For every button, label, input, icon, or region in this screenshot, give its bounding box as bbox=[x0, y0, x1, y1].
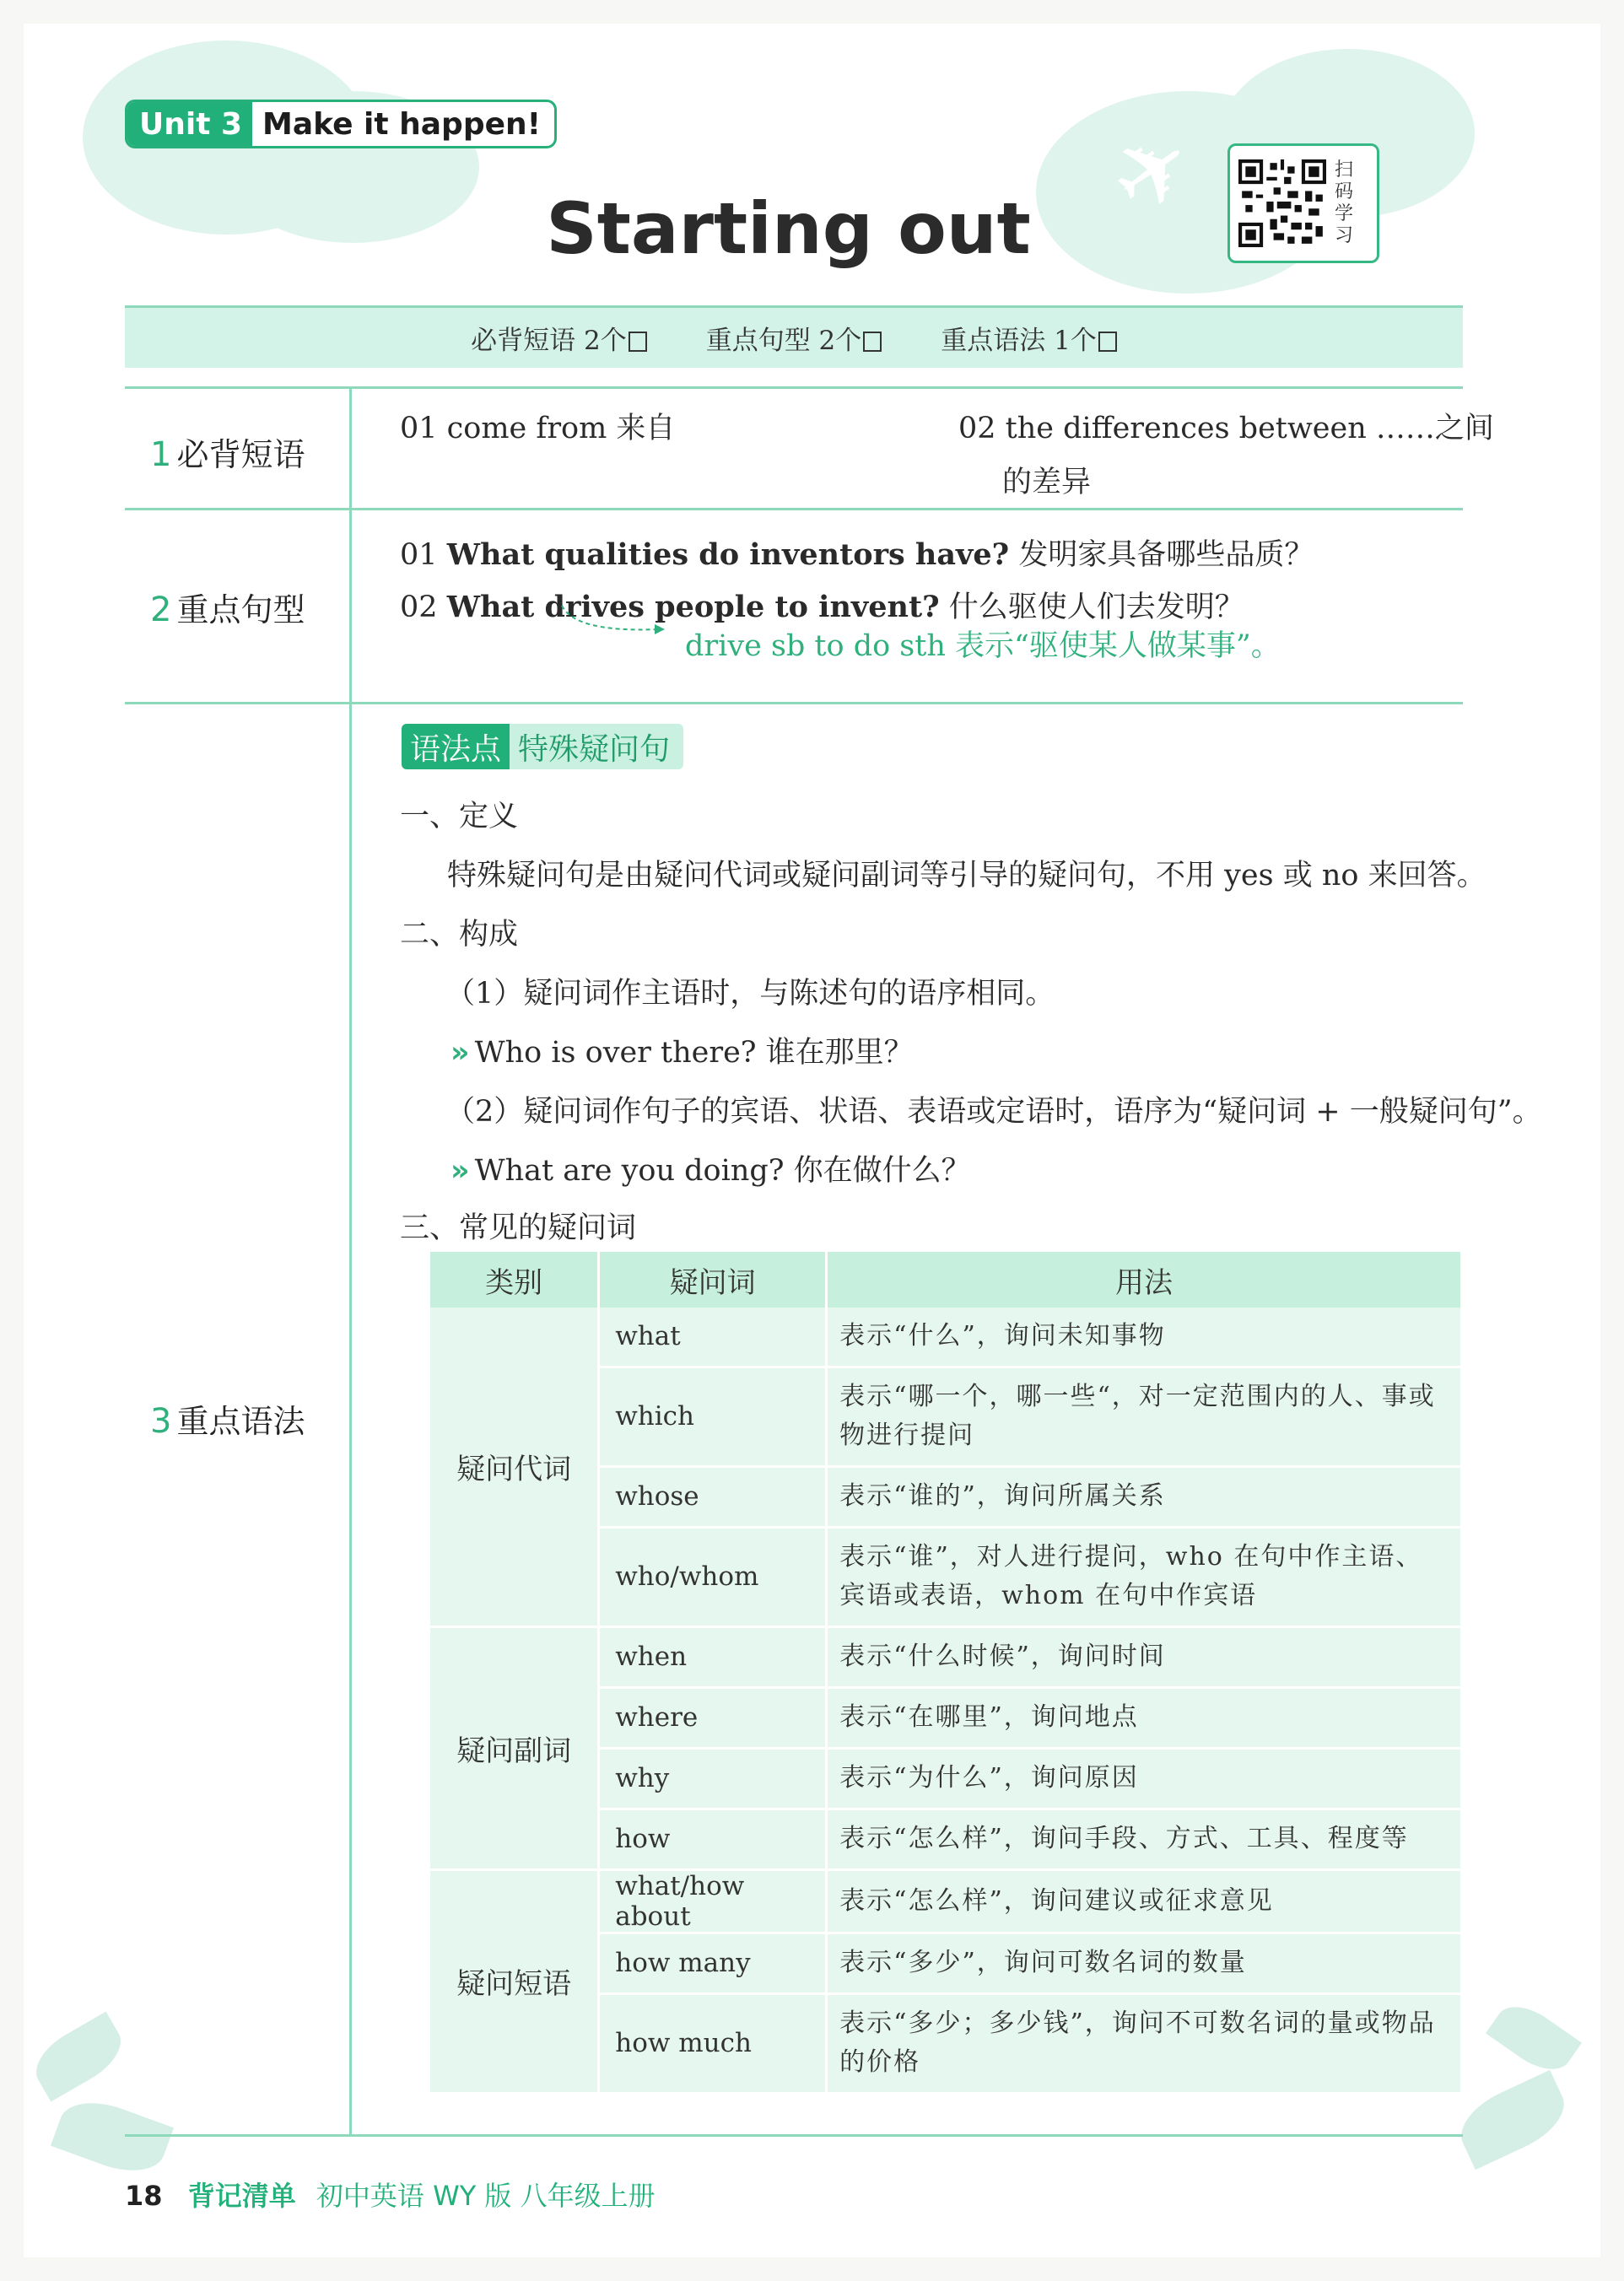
qr-code-icon bbox=[1238, 159, 1326, 247]
column-header: 类别 bbox=[430, 1252, 599, 1308]
table-row bbox=[430, 1869, 1462, 1933]
column-header: 疑问词 bbox=[599, 1252, 827, 1308]
column-header: 用法 bbox=[827, 1252, 1462, 1308]
word-cell: how bbox=[599, 1809, 827, 1869]
airplane-icon: ✈ bbox=[1089, 105, 1216, 239]
divider bbox=[125, 508, 1463, 510]
usage-cell: 表示“多少”，询问可数名词的数量 bbox=[827, 1933, 1462, 1993]
book-info: 初中英语 WY 版 八年级上册 bbox=[316, 2180, 656, 2212]
divider bbox=[125, 386, 1463, 389]
chevron-right-icon: » bbox=[451, 1036, 470, 1070]
section-label-sentences: 2 重点句型 bbox=[150, 584, 305, 630]
usage-cell: 表示“在哪里”，询问地点 bbox=[827, 1687, 1462, 1748]
qr-label: 扫 码 学 习 bbox=[1335, 159, 1354, 246]
table-header-row bbox=[430, 1252, 1462, 1308]
page-title: Starting out bbox=[546, 187, 1031, 270]
grammar-rule-2: （2）疑问词作句子的宾语、状语、表语或定语时，语序为“疑问词 + 一般疑问句”。 bbox=[445, 1095, 1542, 1129]
word-cell: when bbox=[599, 1626, 827, 1687]
category-cell: 疑问副词 bbox=[430, 1626, 599, 1869]
divider bbox=[125, 702, 1463, 704]
grammar-heading-2: 二、构成 bbox=[400, 918, 519, 952]
grammar-heading-3: 三、常见的疑问词 bbox=[400, 1211, 637, 1245]
grammar-heading-1: 一、定义 bbox=[400, 800, 519, 833]
page-number: 18 bbox=[125, 2180, 163, 2212]
question-word-table bbox=[430, 1252, 1463, 2095]
unit-badge bbox=[125, 100, 557, 148]
sentence-note: drive sb to do sth 表示“驱使某人做某事”。 bbox=[685, 629, 1281, 663]
usage-cell: 表示“谁的”，询问所属关系 bbox=[827, 1466, 1462, 1527]
checklist-grammar[interactable]: 重点语法 1个 bbox=[941, 319, 1117, 357]
grammar-rule-1: （1）疑问词作主语时，与陈述句的语序相同。 bbox=[445, 977, 1055, 1011]
table-row bbox=[430, 1626, 1462, 1687]
grammar-example-2: » What are you doing? 你在做什么？ bbox=[451, 1154, 971, 1188]
grammar-tag: 语法点 特殊疑问句 bbox=[402, 724, 683, 769]
checklist-bar bbox=[125, 305, 1463, 368]
word-cell: which bbox=[599, 1367, 827, 1466]
dashed-arrow-icon bbox=[558, 604, 670, 638]
page-footer bbox=[125, 2175, 656, 2214]
leaf-decoration bbox=[51, 2090, 174, 2183]
usage-cell: 表示“多少；多少钱”，询问不可数名词的量或物品的价格 bbox=[827, 1993, 1462, 2093]
category-cell: 疑问短语 bbox=[430, 1869, 599, 2093]
checkbox[interactable] bbox=[863, 332, 882, 352]
usage-cell: 表示“怎么样”，询问手段、方式、工具、程度等 bbox=[827, 1809, 1462, 1869]
word-cell: whose bbox=[599, 1466, 827, 1527]
qr-code-box[interactable] bbox=[1227, 143, 1379, 263]
usage-cell: 表示“什么时候”，询问时间 bbox=[827, 1626, 1462, 1687]
word-cell: how many bbox=[599, 1933, 827, 1993]
usage-cell: 表示“谁”，对人进行提问，who 在句中作主语、宾语或表语，whom 在句中作宾语 bbox=[827, 1527, 1462, 1626]
usage-cell: 表示“怎么样”，询问建议或征求意见 bbox=[827, 1869, 1462, 1933]
leaf-decoration bbox=[25, 2012, 131, 2102]
checklist-sentences[interactable]: 重点句型 2个 bbox=[706, 319, 882, 357]
section-label-grammar: 3 重点语法 bbox=[150, 1395, 305, 1442]
unit-title: Make it happen! bbox=[262, 106, 542, 142]
word-cell: what/how about bbox=[599, 1869, 827, 1933]
word-cell: who/whom bbox=[599, 1527, 827, 1626]
usage-cell: 表示“哪一个，哪一些“，对一定范围内的人、事或物进行提问 bbox=[827, 1367, 1462, 1466]
phrase-2: 02 the differences between ……之间 bbox=[958, 412, 1494, 445]
grammar-definition: 特殊疑问句是由疑问代词或疑问副词等引导的疑问句，不用 yes 或 no 来回答。 bbox=[447, 859, 1486, 892]
usage-cell: 表示“什么”，询问未知事物 bbox=[827, 1308, 1462, 1367]
column-divider bbox=[349, 388, 352, 2134]
category-cell: 疑问代词 bbox=[430, 1308, 599, 1626]
leaf-decoration bbox=[1450, 2070, 1574, 2170]
word-cell: what bbox=[599, 1308, 827, 1367]
footer-divider bbox=[125, 2134, 1463, 2137]
leaf-decoration bbox=[1486, 1994, 1582, 2081]
phrase-1: 01 come from 来自 bbox=[400, 412, 676, 445]
phrase-2-cont: 的差异 bbox=[1002, 466, 1092, 499]
word-cell: why bbox=[599, 1748, 827, 1809]
usage-cell: 表示“为什么”，询问原因 bbox=[827, 1748, 1462, 1809]
checklist-phrases[interactable]: 必背短语 2个 bbox=[471, 319, 647, 357]
table-row bbox=[430, 1308, 1462, 1367]
word-cell: how much bbox=[599, 1993, 827, 2093]
word-cell: where bbox=[599, 1687, 827, 1748]
checkbox[interactable] bbox=[1098, 332, 1117, 352]
grammar-example-1: » Who is over there? 谁在那里？ bbox=[451, 1036, 914, 1070]
brand-name: 背记清单 bbox=[187, 2180, 296, 2212]
unit-number: Unit 3 bbox=[127, 102, 252, 146]
sentence-2: 02 What drives people to invent? 什么驱使人们去发明？ bbox=[400, 590, 1244, 624]
chevron-right-icon: » bbox=[451, 1154, 470, 1188]
checkbox[interactable] bbox=[629, 332, 647, 352]
sentence-1: 01 What qualities do inventors have? 发明家具备哪些品质？ bbox=[400, 537, 1314, 572]
section-label-phrases: 1 必背短语 bbox=[150, 429, 305, 475]
